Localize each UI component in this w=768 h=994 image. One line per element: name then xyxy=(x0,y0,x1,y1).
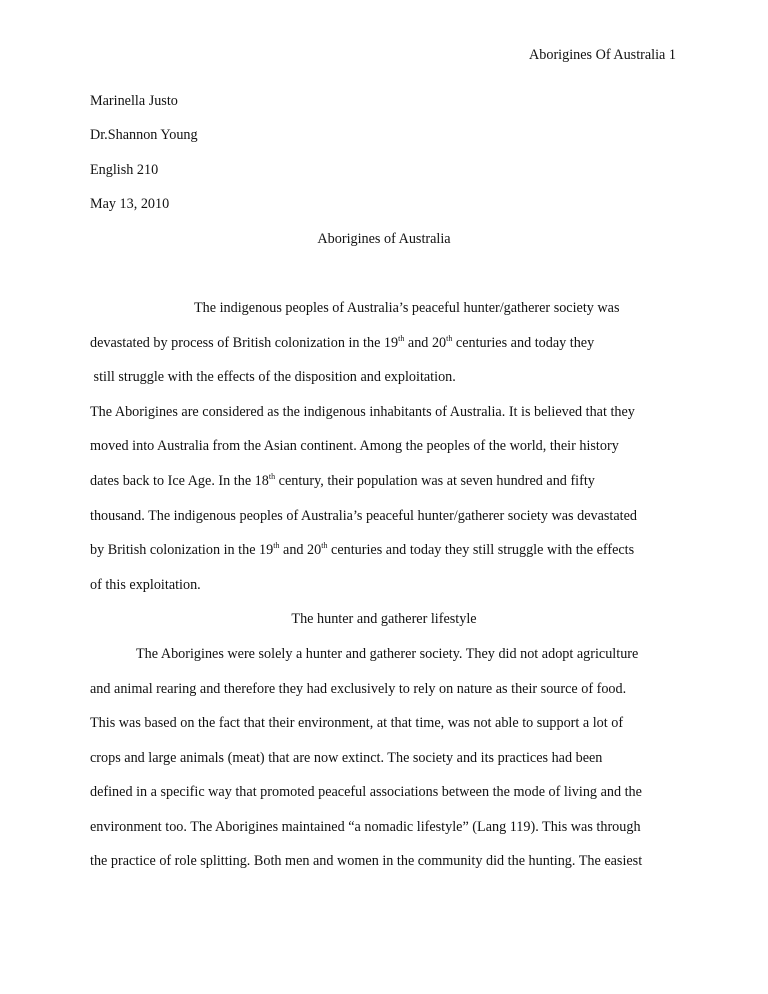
paragraph-2-line-3 xyxy=(90,472,595,490)
paragraph-2-line-4: thousand. The indigenous peoples of Australia’s peaceful hunter/gatherer society was devastated xyxy=(90,508,637,524)
superscript: th xyxy=(446,334,453,343)
text-run: by British colonization in the 19 xyxy=(90,542,274,558)
instructor-name: Dr.Shannon Young xyxy=(90,127,198,143)
superscript: th xyxy=(273,541,280,550)
text-run: centuries and today they still struggle with the effects xyxy=(327,542,635,558)
superscript: th xyxy=(398,334,405,343)
paper-title: Aborigines of Australia xyxy=(317,231,451,247)
text-run: centuries and today they xyxy=(452,335,595,351)
superscript: th xyxy=(321,541,328,550)
text-run: and 20 xyxy=(404,335,447,351)
paragraph-1-line-2 xyxy=(90,334,594,352)
text-run: dates back to Ice Age. In the 18 xyxy=(90,473,269,489)
text-run: century, their population was at seven hundred and fifty xyxy=(275,473,595,489)
running-head: Aborigines Of Australia 1 xyxy=(529,47,676,63)
paragraph-2-line-2: moved into Australia from the Asian continent. Among the peoples of the world, their history xyxy=(90,438,619,454)
course-name: English 210 xyxy=(90,162,159,178)
paragraph-2-line-5 xyxy=(90,541,634,559)
paragraph-2-line-1: The Aborigines are considered as the indigenous inhabitants of Australia. It is believed that they xyxy=(90,404,635,420)
paragraph-3-line-6: environment too. The Aborigines maintained “a nomadic lifestyle” (Lang 119). This was through xyxy=(90,819,641,835)
author-name: Marinella Justo xyxy=(90,93,178,109)
paragraph-3-line-2: and animal rearing and therefore they had exclusively to rely on nature as their source of food. xyxy=(90,681,627,697)
date: May 13, 2010 xyxy=(90,196,170,212)
paragraph-2-line-6: of this exploitation. xyxy=(90,577,201,593)
paragraph-3-line-7: the practice of role splitting. Both men and women in the community did the hunting. The easiest xyxy=(90,853,643,869)
paragraph-1-line-1: The indigenous peoples of Australia’s peaceful hunter/gatherer society was xyxy=(194,300,620,316)
paragraph-3-line-3: This was based on the fact that their environment, at that time, was not able to support a lot of xyxy=(90,715,624,731)
section-heading: The hunter and gatherer lifestyle xyxy=(291,611,477,627)
text-run: devastated by process of British colonization in the 19 xyxy=(90,335,399,351)
paragraph-3-line-1: The Aborigines were solely a hunter and gatherer society. They did not adopt agriculture xyxy=(136,646,639,662)
paragraph-3-line-5: defined in a specific way that promoted peaceful associations between the mode of living and the xyxy=(90,784,642,800)
paragraph-3-line-4: crops and large animals (meat) that are now extinct. The society and its practices had been xyxy=(90,750,603,766)
superscript: th xyxy=(268,472,276,481)
paragraph-1-line-3: still struggle with the effects of the disposition and exploitation. xyxy=(90,369,456,385)
text-run: and 20 xyxy=(279,542,322,558)
